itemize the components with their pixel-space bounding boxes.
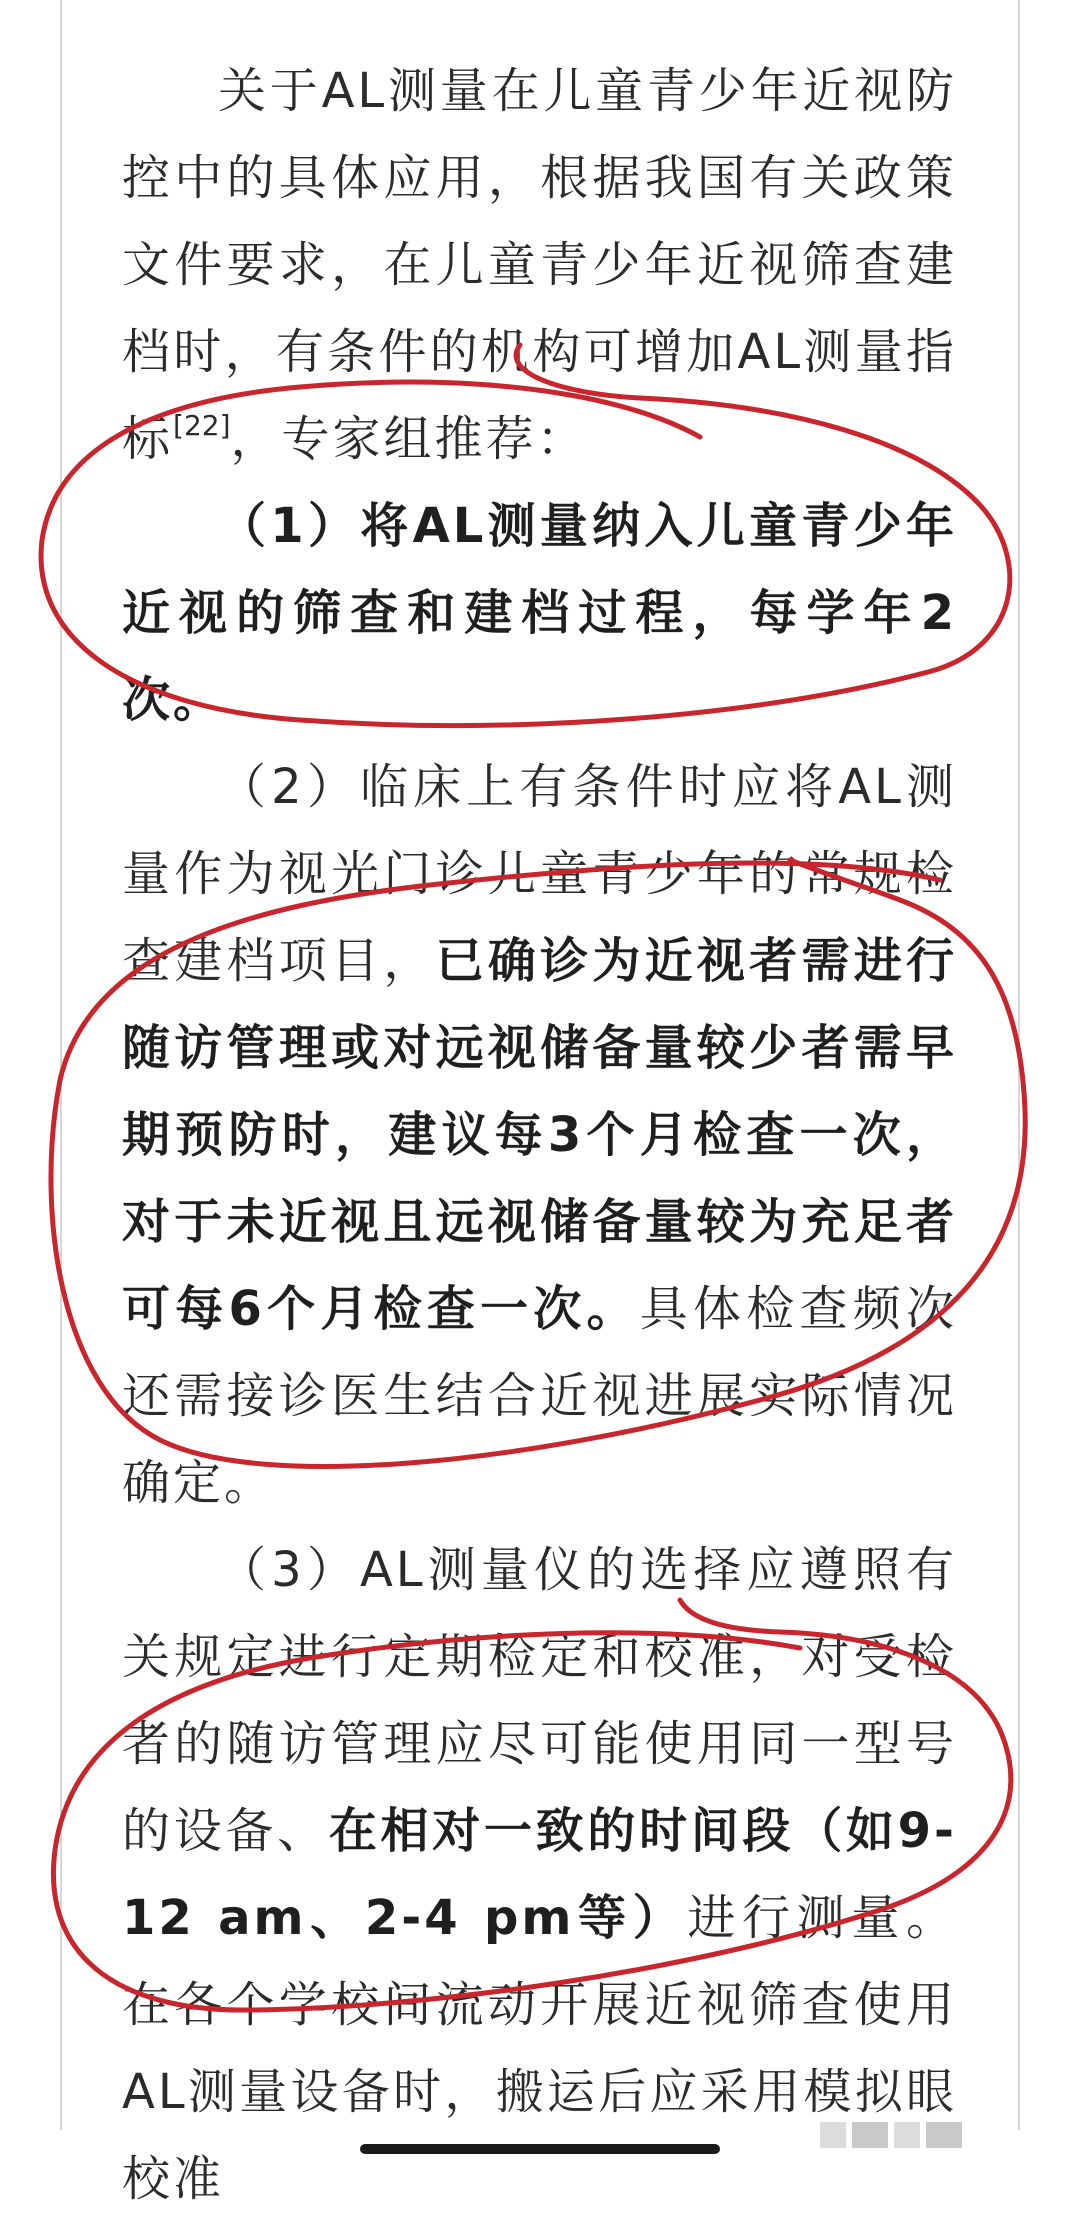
intro-text-end: ，专家组推荐： (230, 411, 588, 467)
watermark-block (894, 2122, 920, 2148)
recommendation-3-highlight: 在相对一致的时间段（如9-12 am、2-4 pm等） (122, 1803, 957, 1946)
watermark-block (820, 2122, 846, 2148)
recommendation-2-lead: （2）临床上有条件时应将AL测量作为视光门诊儿童青少年的常规检查建档项目， (122, 759, 957, 989)
article-body (122, 48, 957, 2223)
home-indicator-bar[interactable] (360, 2144, 720, 2154)
recommendation-3-tail: 进行测量。在各个学校间流动开展近视筛查使用AL测量设备时，搬运后应采用模拟眼校准 (122, 1890, 957, 2207)
paragraph-intro (122, 48, 957, 483)
recommendation-1-text: （1）将AL测量纳入儿童青少年近视的筛查和建档过程，每学年2次。 (122, 498, 957, 728)
citation-reference[interactable]: [22] (173, 409, 231, 442)
right-margin-rule (1018, 0, 1020, 2130)
recommendation-2-highlight: 已确诊为近视者需进行随访管理或对远视储备量较少者需早期预防时，建议每3个月检查一次，对于未近视且远视储备量较为充足者可每6个月检查一次。 (122, 933, 957, 1337)
paragraph-recommendation-2 (122, 744, 957, 1527)
watermark-block (926, 2122, 962, 2148)
left-margin-rule (60, 0, 62, 2130)
watermark (820, 2122, 1010, 2156)
paragraph-recommendation-3 (122, 1527, 957, 2223)
recommendation-3-lead: （3）AL测量仪的选择应遵照有关规定进行定期检定和校准，对受检者的随访管理应尽可能使用同一型号的设备、 (122, 1542, 957, 1859)
intro-text: 关于AL测量在儿童青少年近视防控中的具体应用，根据我国有关政策文件要求，在儿童青少年近视筛查建档时，有条件的机构可增加AL测量指标 (122, 63, 957, 467)
paragraph-recommendation-1 (122, 483, 957, 744)
watermark-block (852, 2122, 888, 2148)
recommendation-2-tail: 具体检查频次还需接诊医生结合近视进展实际情况确定。 (122, 1281, 957, 1511)
